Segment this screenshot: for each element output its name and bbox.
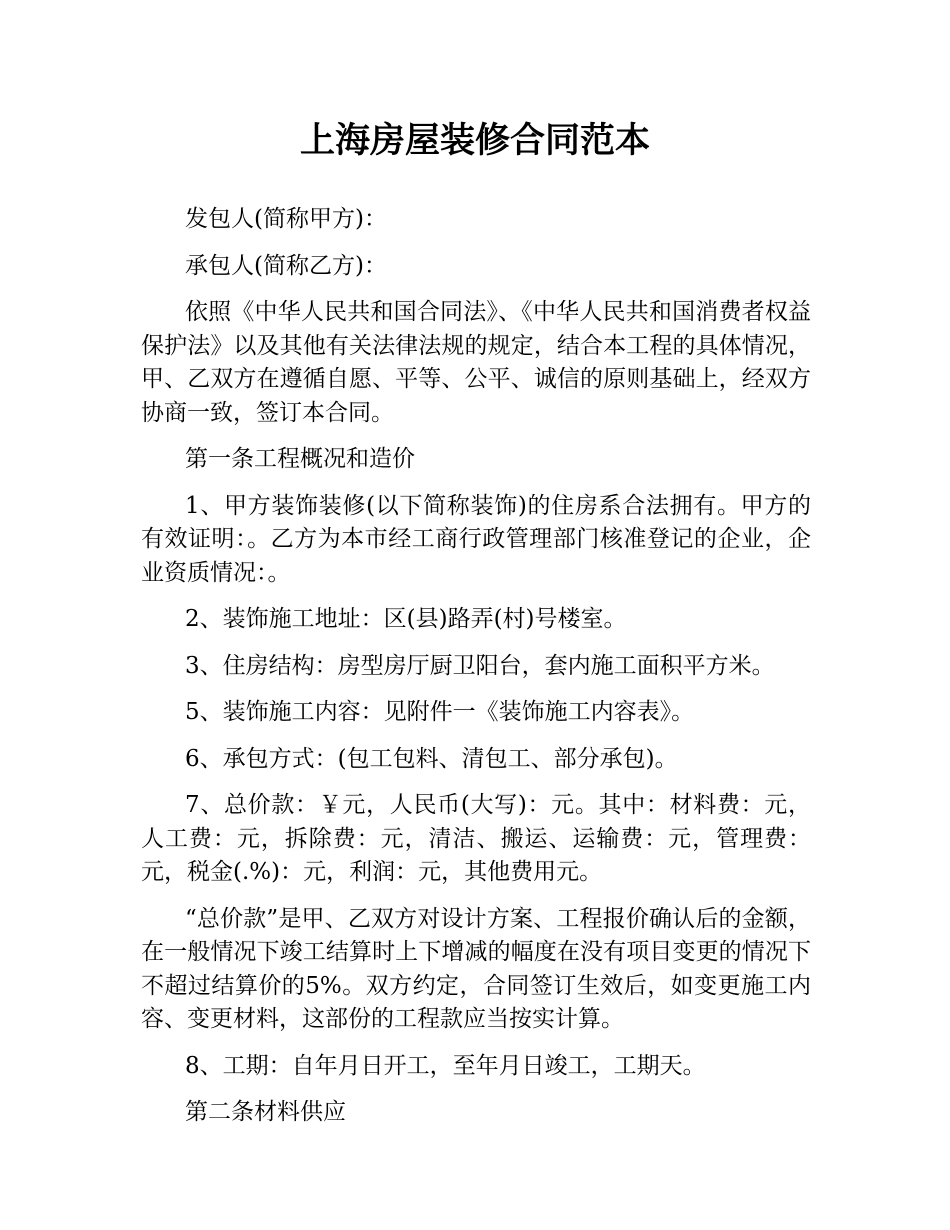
document-title: 上海房屋装修合同范本 — [299, 121, 650, 161]
clause-1-paragraph: 1、甲方装饰装修(以下简称装饰)的住房系合法拥有。甲方的有效证明：。乙方为本市经工商行政管理部门核准登记的企业，企业资质情况：。 — [141, 492, 811, 586]
total-price-note-paragraph: “总价款”是甲、乙双方对设计方案、工程报价确认后的金额，在一般情况下竣工结算时上下增减的幅度在没有项目变更的情况下不超过结算价的5%。双方约定，合同签订生效后，如变更施工内容、变更材料，这部份的工程款应当按实计算。 — [141, 905, 811, 1032]
article-2-heading: 第二条材料供应 — [185, 1099, 346, 1125]
clause-2-paragraph: 2、装饰施工地址：区(县)路弄(村)号楼室。 — [185, 606, 627, 632]
document-body — [141, 203, 811, 1143]
article-1-heading: 第一条工程概况和造价 — [185, 446, 415, 472]
clause-6-paragraph: 6、承包方式：(包工包料、清包工、部分承包)。 — [185, 745, 678, 772]
clause-5-paragraph: 5、装饰施工内容：见附件一《装饰施工内容表》。 — [185, 699, 695, 725]
clause-7-paragraph: 7、总价款：￥元，人民币(大写)：元。其中：材料费：元，人工费：元，拆除费：元，清洁、搬运、运输费：元，管理费：元，税金(.%)：元，利润：元，其他费用元。 — [141, 792, 811, 885]
clause-3-paragraph: 3、住房结构：房型房厅厨卫阳台，套内施工面积平方米。 — [185, 652, 775, 679]
party-a-line: 发包人(简称甲方)： — [185, 206, 387, 232]
party-b-line: 承包人(简称乙方)： — [185, 252, 387, 279]
preamble-paragraph: 依照《中华人民共和国合同法》、《中华人民共和国消费者权益保护法》以及其他有关法律法规的规定，结合本工程的具体情况，甲、乙双方在遵循自愿、平等、公平、诚信的原则基础上，经双方协商一致，签订本合同。 — [141, 299, 811, 426]
clause-8-paragraph: 8、工期：自年月日开工，至年月日竣工，工期天。 — [185, 1052, 706, 1079]
